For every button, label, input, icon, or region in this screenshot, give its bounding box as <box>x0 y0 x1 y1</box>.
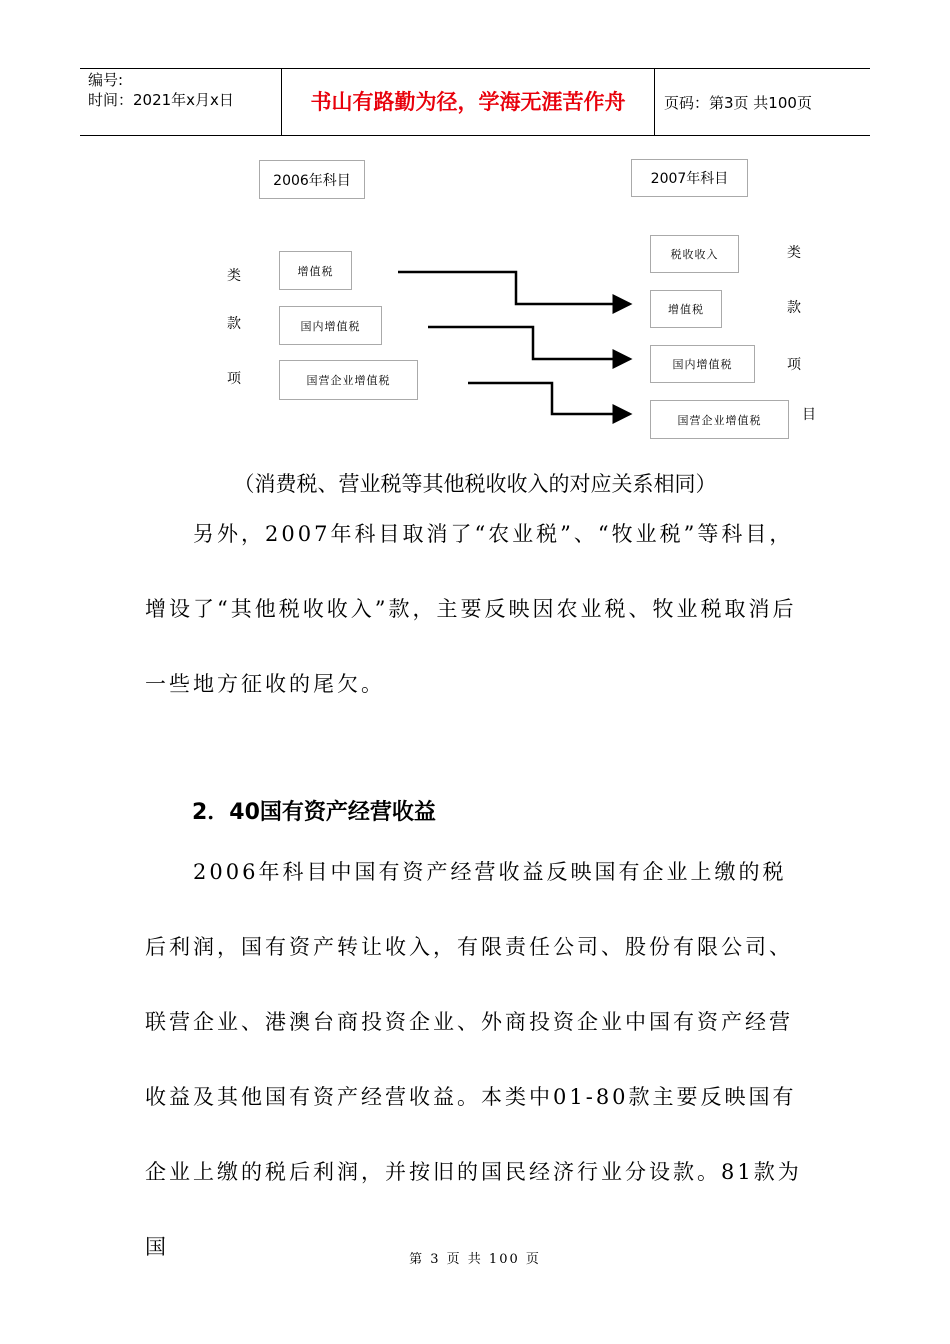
left-item-box: 国内增值税 <box>279 306 382 345</box>
right-item-box: 税收收入 <box>650 235 739 273</box>
right-level-label: 项 <box>787 357 801 373</box>
left-item-box: 增值税 <box>279 251 352 290</box>
document-number-label: 编号: <box>88 71 124 89</box>
right-item-box: 国内增值税 <box>650 345 755 383</box>
right-year-box: 2007年科目 <box>631 159 748 197</box>
right-level-label: 类 <box>787 245 801 261</box>
mapping-arrow <box>468 383 630 414</box>
right-item-box: 国营企业增值税 <box>650 400 789 439</box>
left-level-label: 类 <box>227 268 241 284</box>
paragraph-state-assets: 2006年科目中国有资产经营收益反映国有企业上缴的税后利润，国有资产转让收入，有限责任公司、股份有限公司、联营企业、港澳台商投资企业、外商投资企业中国有资产经营收益及其他国有资产经营收益。本类中01-80款主要反映国有企业上缴的税后利润，并按旧的国民经济行业分设款。81款为国 <box>145 860 802 1259</box>
header-page-info: 页码：第3页 共100页 <box>664 94 812 112</box>
paragraph-abolished-taxes: 另外，2007年科目取消了“农业税”、“牧业税”等科目，增设了“其他税收收入”款，主要反映因农业税、牧业税取消后一些地方征收的尾欠。 <box>145 522 797 696</box>
left-level-label: 项 <box>227 371 241 387</box>
section-heading: 2．40国有资产经营收益 <box>192 800 436 825</box>
left-year-box: 2006年科目 <box>259 160 365 199</box>
right-item-box: 增值税 <box>650 290 722 328</box>
page-footer: 第 3 页 共 100 页 <box>409 1252 541 1267</box>
left-level-label: 款 <box>227 316 241 332</box>
mapping-arrow <box>398 272 630 304</box>
right-level-label: 目 <box>802 407 816 423</box>
left-item-box: 国营企业增值税 <box>279 360 418 400</box>
mapping-arrow <box>428 327 630 359</box>
diagram-note: （消费税、营业税等其他税收收入的对应关系相同） <box>233 472 717 496</box>
header-motto: 书山有路勤为径，学海无涯苦作舟 <box>310 90 626 114</box>
document-time-label: 时间：2021年x月x日 <box>88 91 234 109</box>
right-level-label: 款 <box>787 300 801 316</box>
